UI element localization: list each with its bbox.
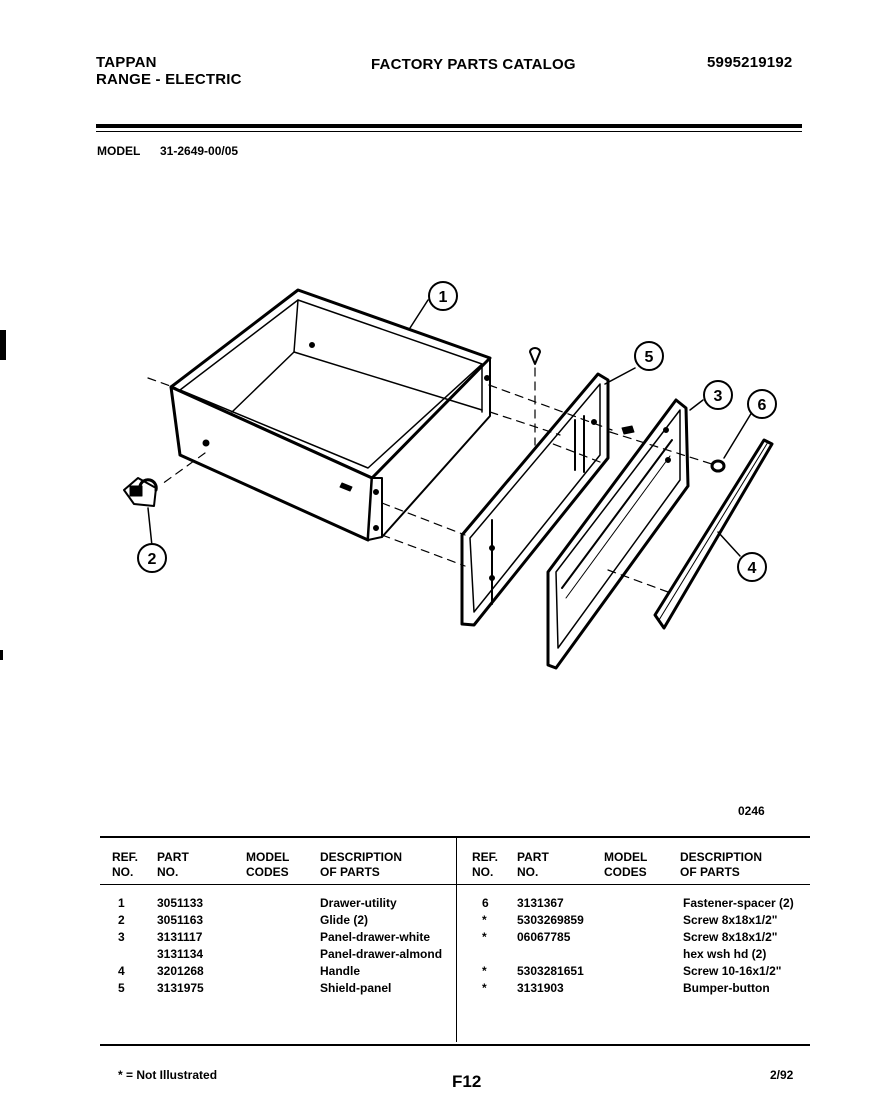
header-model-right-2: CODES bbox=[604, 865, 647, 879]
product-type: RANGE - ELECTRIC bbox=[96, 71, 242, 88]
part-part-cell: 3131134 bbox=[157, 947, 204, 961]
fastener-spacer-drawing bbox=[712, 461, 724, 471]
part-part-cell: 3051163 bbox=[157, 913, 204, 927]
part-ref-cell: * bbox=[482, 981, 487, 995]
header-ref-left-2: NO. bbox=[112, 865, 134, 879]
header-desc-left-2: OF PARTS bbox=[320, 865, 380, 879]
screw-drawing bbox=[622, 426, 634, 434]
part-desc-cell: Panel-drawer-white bbox=[320, 930, 431, 944]
part-desc-cell: Panel-drawer-almond bbox=[320, 947, 443, 961]
header-ref-right-2: NO. bbox=[472, 865, 494, 879]
part-part-cell: 3131975 bbox=[157, 981, 204, 995]
part-desc-cell: hex wsh hd (2) bbox=[683, 947, 767, 961]
figure-code: 0246 bbox=[738, 804, 765, 818]
part-desc-cell: Glide (2) bbox=[320, 913, 369, 927]
table-top-rule bbox=[100, 836, 810, 838]
callout-6-label: 6 bbox=[757, 397, 767, 414]
part-part-cell: 3131367 bbox=[517, 896, 564, 910]
revision-date: 2/92 bbox=[770, 1068, 794, 1082]
header-ref-right: REF. bbox=[472, 850, 499, 864]
header-part-right-2: NO. bbox=[517, 865, 539, 879]
part-desc-cell: Screw 10-16x1/2" bbox=[683, 964, 782, 978]
header-part-right: PART bbox=[517, 850, 549, 864]
part-part-cell: 5303281651 bbox=[517, 964, 584, 978]
header-part-left: PART bbox=[157, 850, 189, 864]
brand-name: TAPPAN bbox=[96, 54, 157, 71]
part-ref-cell: 6 bbox=[482, 896, 489, 910]
part-desc-cell: Drawer-utility bbox=[320, 896, 397, 910]
part-ref-cell: 1 bbox=[118, 896, 125, 910]
part-ref-cell: * bbox=[482, 913, 487, 927]
part-part-cell: 3201268 bbox=[157, 964, 204, 978]
table-bottom-rule bbox=[100, 1044, 810, 1046]
part-ref-cell: * bbox=[482, 930, 487, 944]
part-ref-cell: 4 bbox=[118, 964, 125, 978]
header-part-left-2: NO. bbox=[157, 865, 179, 879]
part-desc-cell: Screw 8x18x1/2" bbox=[683, 930, 778, 944]
callout-3-label: 3 bbox=[713, 388, 723, 405]
callout-5-label: 5 bbox=[644, 349, 654, 366]
header-desc-right-2: OF PARTS bbox=[680, 865, 740, 879]
part-desc-cell: Bumper-button bbox=[683, 981, 770, 995]
header-desc-left: DESCRIPTION bbox=[320, 850, 403, 864]
header-model-right: MODEL bbox=[604, 850, 648, 864]
footnote-not-illustrated: * = Not Illustrated bbox=[118, 1068, 218, 1082]
part-ref-cell: * bbox=[482, 964, 487, 978]
glide-drawing bbox=[124, 478, 156, 506]
part-desc-cell: Shield-panel bbox=[320, 981, 392, 995]
model-label: MODEL bbox=[97, 144, 141, 158]
drawer-utility-drawing bbox=[171, 290, 490, 540]
part-ref-cell: 5 bbox=[118, 981, 125, 995]
catalog-number: 5995219192 bbox=[707, 54, 793, 71]
catalog-title: FACTORY PARTS CATALOG bbox=[371, 56, 576, 73]
part-part-cell: 5303269859 bbox=[517, 913, 584, 927]
part-part-cell: 3131117 bbox=[157, 930, 203, 944]
header-desc-right: DESCRIPTION bbox=[680, 850, 763, 864]
header-model-left: MODEL bbox=[246, 850, 290, 864]
header-ref-left: REF. bbox=[112, 850, 139, 864]
screw-drawing bbox=[530, 348, 540, 364]
part-part-cell: 3051133 bbox=[157, 896, 204, 910]
part-ref-cell: 3 bbox=[118, 930, 125, 944]
callout-2-label: 2 bbox=[147, 551, 157, 568]
table-header-rule bbox=[100, 884, 810, 885]
part-part-cell: 3131903 bbox=[517, 981, 564, 995]
part-part-cell: 06067785 bbox=[517, 930, 571, 944]
callout-4-label: 4 bbox=[747, 560, 757, 577]
part-desc-cell: Screw 8x18x1/2" bbox=[683, 913, 778, 927]
page-number: F12 bbox=[452, 1072, 482, 1091]
model-number: 31-2649-00/05 bbox=[160, 144, 239, 158]
part-ref-cell: 2 bbox=[118, 913, 125, 927]
table-center-divider bbox=[456, 838, 457, 1042]
part-desc-cell: Fastener-spacer (2) bbox=[683, 896, 794, 910]
callout-1-label: 1 bbox=[438, 289, 448, 306]
part-desc-cell: Handle bbox=[320, 964, 361, 978]
header-model-left-2: CODES bbox=[246, 865, 289, 879]
